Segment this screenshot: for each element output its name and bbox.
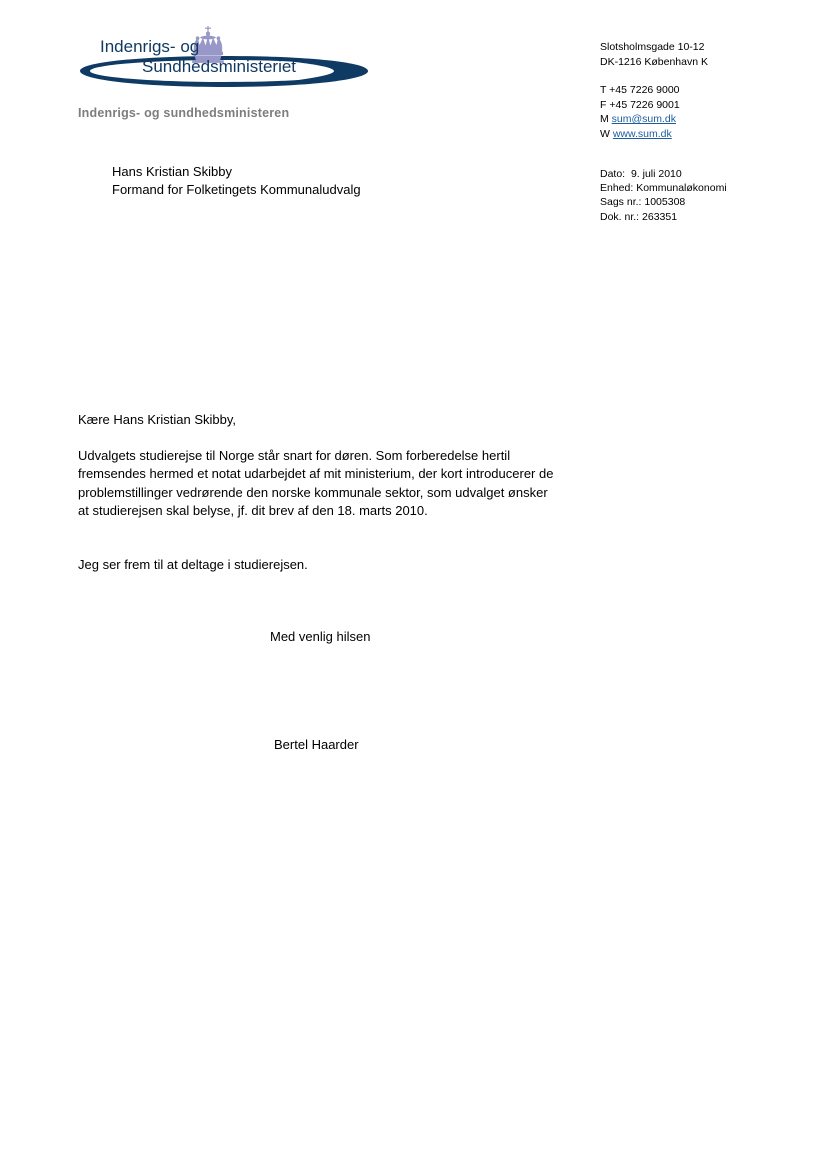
email-prefix: M: [600, 113, 609, 126]
document-meta-block: [600, 167, 810, 224]
ministry-logo: [76, 24, 376, 94]
recipient-block: [112, 163, 361, 199]
logo-line-2: Sundhedsministeriet: [142, 57, 297, 76]
body-paragraph-1: Udvalgets studierejse til Norge står snart for døren. Som forberedelse hertil fremsendes hermed et notat udarbejdet af mit ministerium, der kort introducerer de problemstillinger vedrørende den norske kommunale sektor, som udvalget ønsker at studierejsen skal belyse, jf. dit brev af den 18. marts 2010.: [78, 448, 554, 518]
phone-prefix: T: [600, 84, 607, 97]
meta-doc-label: Dok. nr.:: [600, 210, 640, 223]
recipient-name: Hans Kristian Skibby: [112, 164, 232, 179]
meta-doc-value: 263351: [642, 210, 678, 223]
fax-line: [600, 98, 810, 113]
ministry-logo-graphic: [76, 24, 376, 94]
meta-case-value: 1005308: [644, 196, 686, 209]
email-line: [600, 112, 810, 127]
contact-spacer: [600, 69, 810, 83]
phone-value: +45 7226 9000: [609, 84, 680, 97]
meta-date: [600, 167, 810, 181]
fax-prefix: F: [600, 98, 607, 111]
ministry-subtitle: Indenrigs- og sundhedsministeren: [78, 106, 290, 120]
signature-name: Bertel Haarder: [274, 737, 359, 752]
meta-unit-value: Kommunaløkonomi: [636, 182, 727, 195]
website-line: [600, 127, 810, 142]
contact-block: [600, 40, 810, 142]
meta-case-label: Sags nr.:: [600, 196, 642, 209]
address-line-1: Slotsholmsgade 10-12: [600, 41, 705, 53]
meta-date-label: Dato:: [600, 168, 626, 180]
meta-unit: [600, 181, 810, 195]
website-prefix: W: [600, 127, 610, 140]
body-paragraph-2: Jeg ser frem til at deltage i studierejsen.: [78, 557, 308, 572]
logo-line-1: Indenrigs- og: [100, 37, 200, 56]
website-link[interactable]: www.sum.dk: [612, 127, 672, 140]
email-link[interactable]: sum@sum.dk: [611, 113, 677, 126]
address-line-2: DK-1216 København K: [600, 55, 708, 68]
fax-value: +45 7226 9001: [609, 98, 680, 111]
meta-date-value: 9. juli 2010: [630, 168, 682, 180]
salutation: Kære Hans Kristian Skibby,: [78, 412, 236, 427]
recipient-title: Formand for Folketingets Kommunaludvalg: [112, 182, 361, 197]
meta-doc-number: [600, 210, 810, 224]
valediction: Med venlig hilsen: [270, 629, 371, 644]
phone-line: [600, 83, 810, 98]
meta-case-number: [600, 195, 810, 209]
meta-unit-label: Enhed:: [600, 182, 634, 195]
